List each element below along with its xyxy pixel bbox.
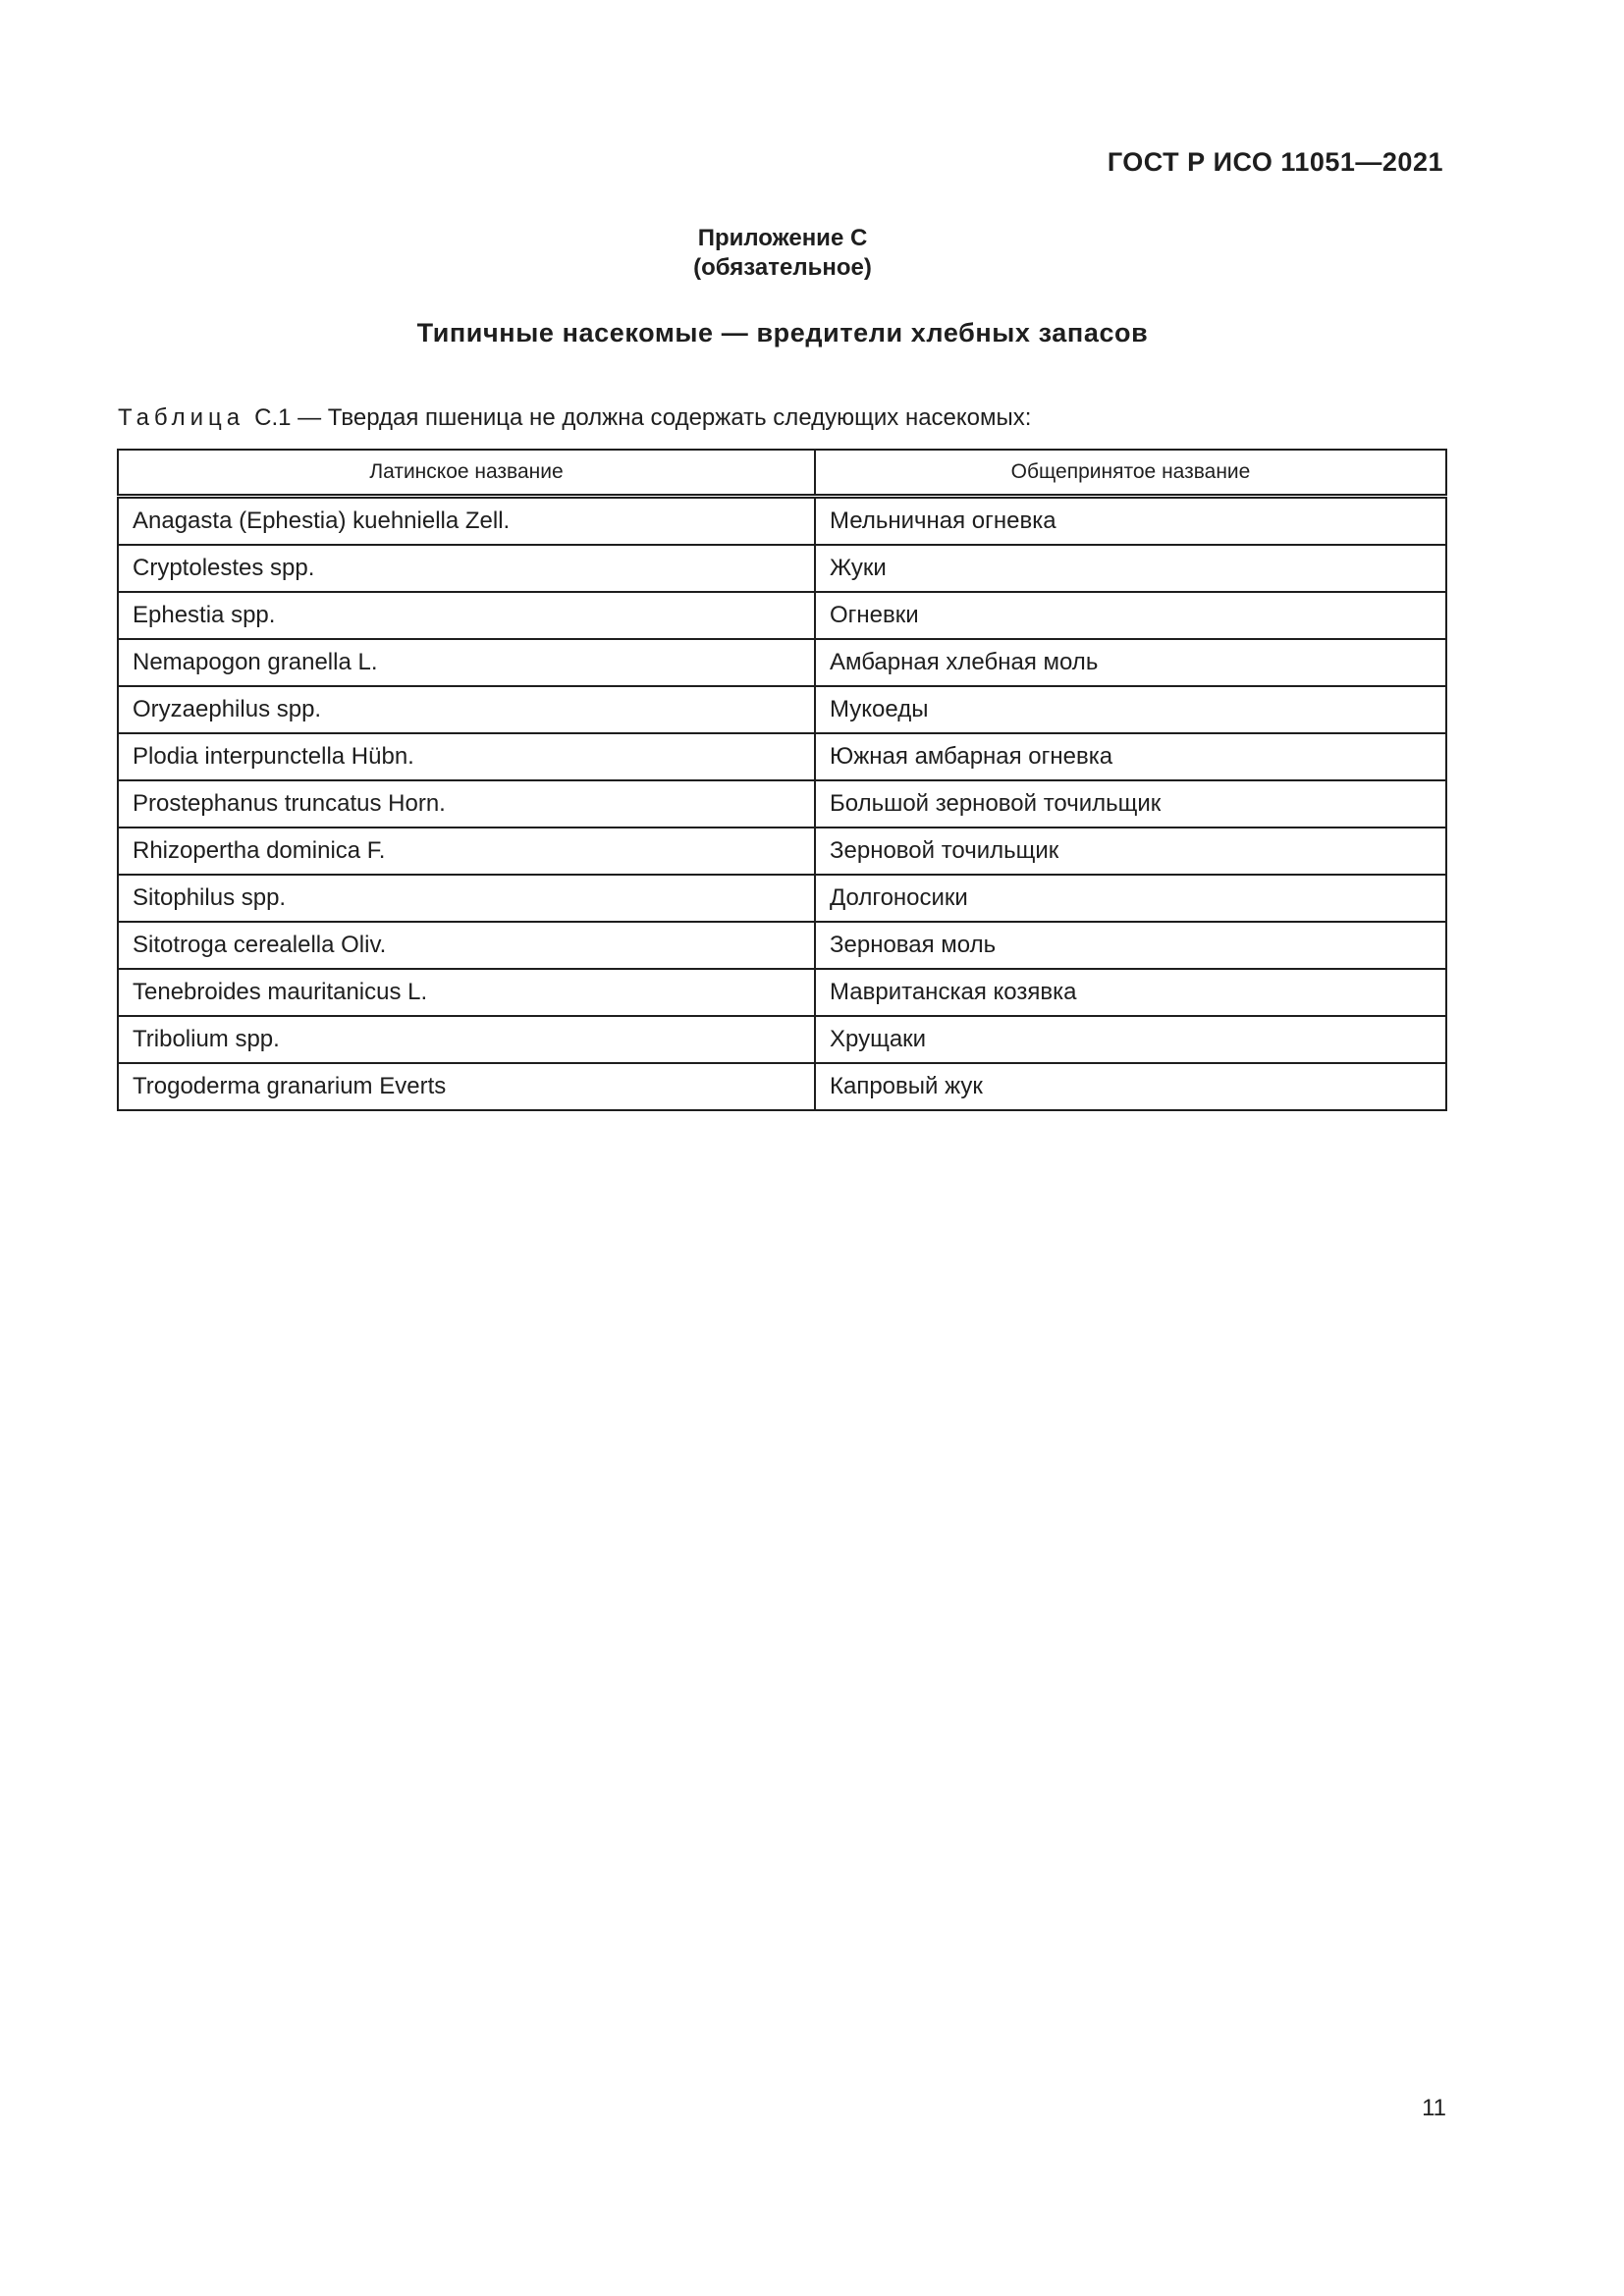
latin-name-cell: Nemapogon granella L. <box>118 639 815 686</box>
table-row <box>118 545 1446 592</box>
common-name-cell: Южная амбарная огневка <box>815 733 1446 780</box>
common-name-cell: Хрущаки <box>815 1016 1446 1063</box>
table-body <box>118 497 1446 1111</box>
table-row <box>118 1063 1446 1110</box>
common-name-cell: Мавританская козявка <box>815 969 1446 1016</box>
latin-name-cell: Ephestia spp. <box>118 592 815 639</box>
table-row <box>118 969 1446 1016</box>
insects-table <box>117 449 1447 1111</box>
table-row <box>118 686 1446 733</box>
common-name-cell: Жуки <box>815 545 1446 592</box>
common-name-cell: Большой зерновой точильщик <box>815 780 1446 828</box>
common-name-cell: Амбарная хлебная моль <box>815 639 1446 686</box>
table-caption-label: Таблица <box>118 404 245 431</box>
table-caption <box>118 404 1031 432</box>
appendix-heading <box>0 224 1565 283</box>
table-row <box>118 875 1446 922</box>
latin-name-cell: Oryzaephilus spp. <box>118 686 815 733</box>
document-code: ГОСТ Р ИСО 11051—2021 <box>1107 147 1443 177</box>
column-header-latin: Латинское название <box>118 450 815 497</box>
latin-name-cell: Sitophilus spp. <box>118 875 815 922</box>
table-row <box>118 780 1446 828</box>
table-row <box>118 639 1446 686</box>
appendix-status: (обязательное) <box>693 254 872 281</box>
latin-name-cell: Sitotroga cerealella Oliv. <box>118 922 815 969</box>
section-title: Типичные насекомые — вредители хлебных запасов <box>416 318 1149 347</box>
common-name-cell: Капровый жук <box>815 1063 1446 1110</box>
latin-name-cell: Rhizopertha dominica F. <box>118 828 815 875</box>
common-name-cell: Мельничная огневка <box>815 497 1446 546</box>
table-row <box>118 733 1446 780</box>
common-name-cell: Долгоносики <box>815 875 1446 922</box>
table-row <box>118 592 1446 639</box>
column-header-common: Общепринятое название <box>815 450 1446 497</box>
page-number: 11 <box>1422 2095 1446 2121</box>
table-caption-text: С.1 — Твердая пшеница не должна содержать следующих насекомых: <box>254 404 1032 431</box>
latin-name-cell: Trogoderma granarium Everts <box>118 1063 815 1110</box>
common-name-cell: Мукоеды <box>815 686 1446 733</box>
table-header-row <box>118 450 1446 497</box>
appendix-title: Приложение С <box>697 225 868 251</box>
latin-name-cell: Tenebroides mauritanicus L. <box>118 969 815 1016</box>
common-name-cell: Зерновая моль <box>815 922 1446 969</box>
common-name-cell: Зерновой точильщик <box>815 828 1446 875</box>
table-row <box>118 828 1446 875</box>
common-name-cell: Огневки <box>815 592 1446 639</box>
latin-name-cell: Prostephanus truncatus Horn. <box>118 780 815 828</box>
latin-name-cell: Anagasta (Ephestia) kuehniella Zell. <box>118 497 815 546</box>
table-row <box>118 497 1446 546</box>
latin-name-cell: Cryptolestes spp. <box>118 545 815 592</box>
latin-name-cell: Tribolium spp. <box>118 1016 815 1063</box>
table-row <box>118 922 1446 969</box>
table-row <box>118 1016 1446 1063</box>
latin-name-cell: Plodia interpunctella Hübn. <box>118 733 815 780</box>
